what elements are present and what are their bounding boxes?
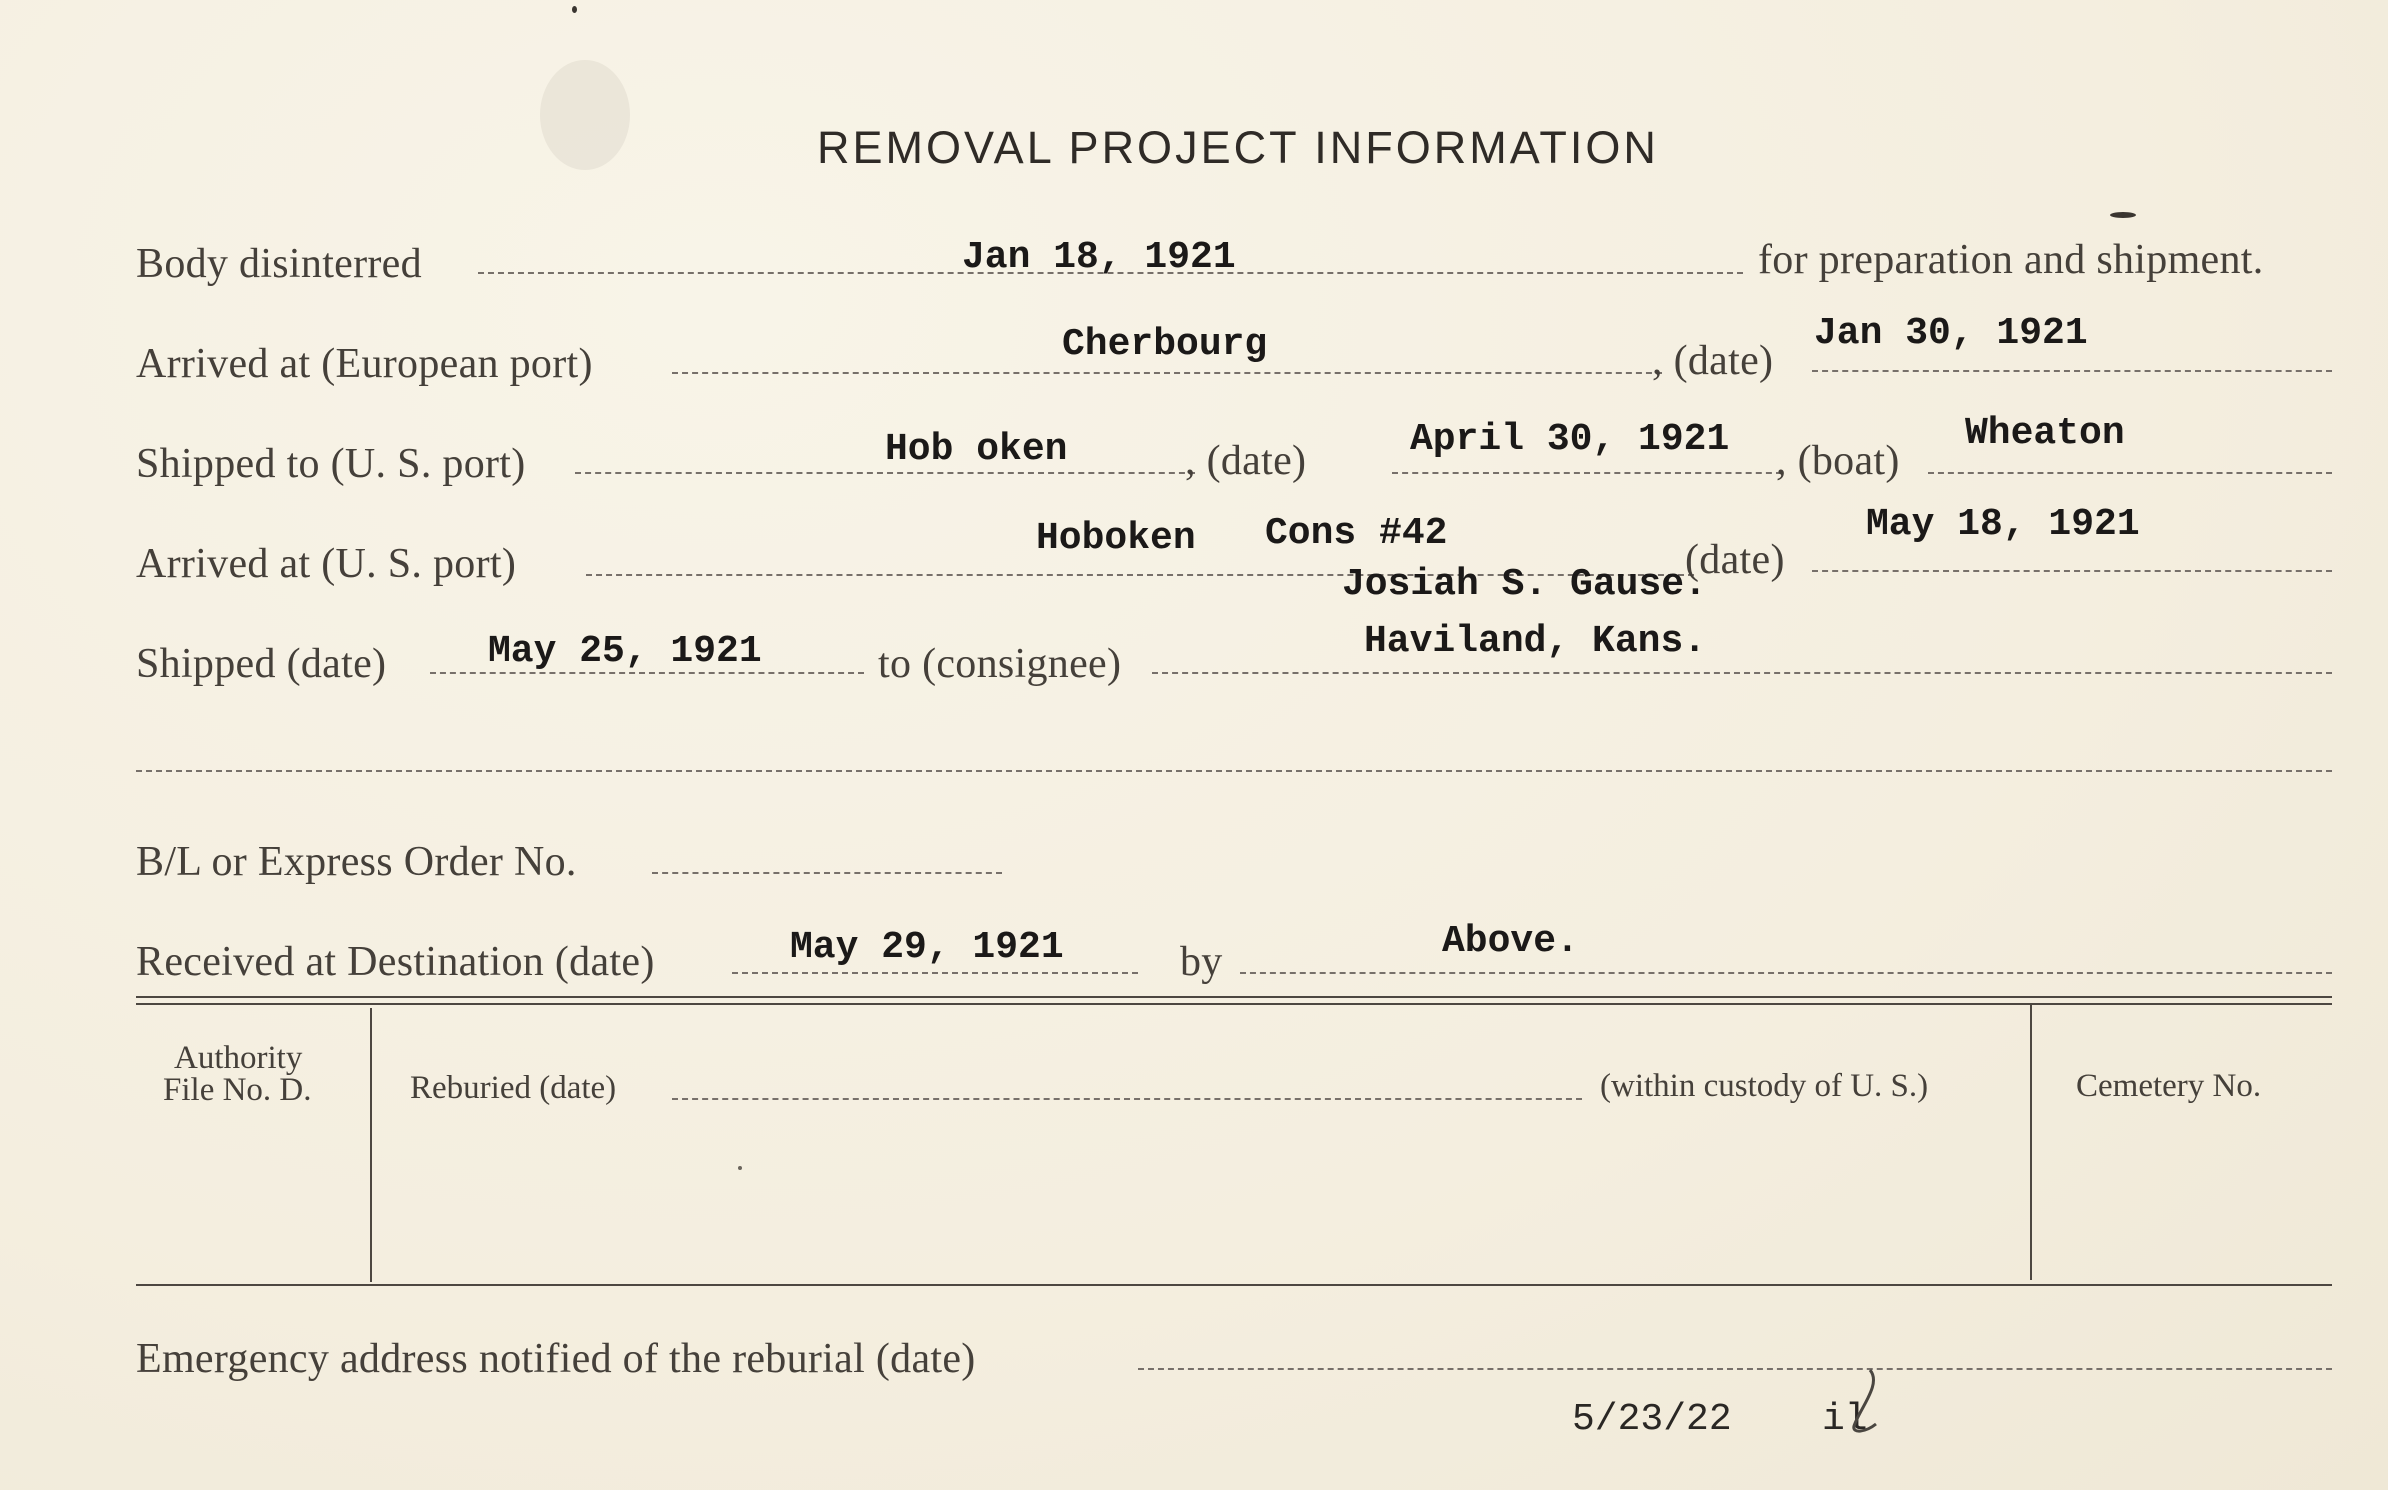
arrived-european-line [672,372,1662,374]
arrived-us-date-label: (date) [1685,537,1785,583]
shipped-us-date-line [1392,472,1782,474]
table-divider-right [2030,1004,2032,1280]
arrived-european-port[interactable]: Cherbourg [1062,323,1268,366]
handwritten-mark-icon [1840,1366,1900,1438]
body-disinterred-label: Body disinterred [136,241,422,287]
bl-line [652,872,1002,874]
bl-label: B/L or Express Order No. [136,839,577,885]
shipped-us-date-label: , (date) [1185,438,1307,484]
arrived-us-cons[interactable]: Cons #42 [1265,512,1448,555]
received-label: Received at Destination (date) [136,939,655,985]
consignee-place[interactable]: Haviland, Kans. [1364,620,1707,663]
card-title: REMOVAL PROJECT INFORMATION [817,122,1659,173]
arrived-european-date[interactable]: Jan 30, 1921 [1814,312,2088,355]
shipped-us-port[interactable]: Hob oken [885,428,1068,471]
consignee-label: to (consignee) [878,641,1122,687]
shipped-us-label: Shipped to (U. S. port) [136,441,526,487]
reburied-label: Reburied (date) [410,1070,617,1106]
shipped-us-boat[interactable]: Wheaton [1965,412,2125,455]
paper-stain [540,60,630,170]
received-by-line [1240,972,2332,974]
arrived-us-label: Arrived at (U. S. port) [136,541,517,587]
received-by[interactable]: Above. [1442,920,1579,963]
blank-line [136,770,2332,772]
arrived-european-date-label: , (date) [1652,338,1774,384]
table-top-rule [136,996,2332,998]
consignee-line [1152,672,2332,674]
consignee-name[interactable]: Josiah S. Gause. [1342,563,1707,606]
custody-label: (within custody of U. S.) [1600,1068,1929,1104]
ink-speck [572,6,577,13]
shipped-date-label: Shipped (date) [136,641,387,687]
authority-label: Authority [174,1040,303,1076]
received-date[interactable]: May 29, 1921 [790,926,1064,969]
shipped-us-boat-label: , (boat) [1776,438,1900,484]
preparation-shipment-text: for preparation and shipment. [1758,237,2264,283]
table-bottom-rule [136,1284,2332,1286]
arrived-european-date-line [1812,370,2332,372]
ink-speck [738,1166,742,1170]
arrived-us-port[interactable]: Hoboken [1036,517,1196,560]
footer-initials: il [1822,1398,1868,1441]
shipped-us-boat-line [1928,472,2332,474]
reburied-line [672,1098,1582,1100]
arrived-us-date-line [1812,570,2332,572]
shipped-us-port-line [575,472,1195,474]
body-disinterred-value[interactable]: Jan 18, 1921 [962,236,1236,279]
arrived-us-date[interactable]: May 18, 1921 [1866,503,2140,546]
ink-speck [2110,212,2136,218]
emergency-line [1138,1368,2332,1370]
file-no-label: File No. D. [163,1072,312,1108]
shipped-us-date[interactable]: April 30, 1921 [1410,418,1730,461]
footer-date: 5/23/22 [1572,1398,1732,1441]
received-by-label: by [1180,939,1223,985]
emergency-label: Emergency address notified of the reburial (date) [136,1336,976,1382]
arrived-european-label: Arrived at (European port) [136,341,593,387]
received-date-line [732,972,1138,974]
cemetery-label: Cemetery No. [2076,1068,2262,1104]
table-top-rule-2 [136,1003,2332,1005]
shipped-date-value[interactable]: May 25, 1921 [488,630,762,673]
table-divider-left [370,1008,372,1282]
